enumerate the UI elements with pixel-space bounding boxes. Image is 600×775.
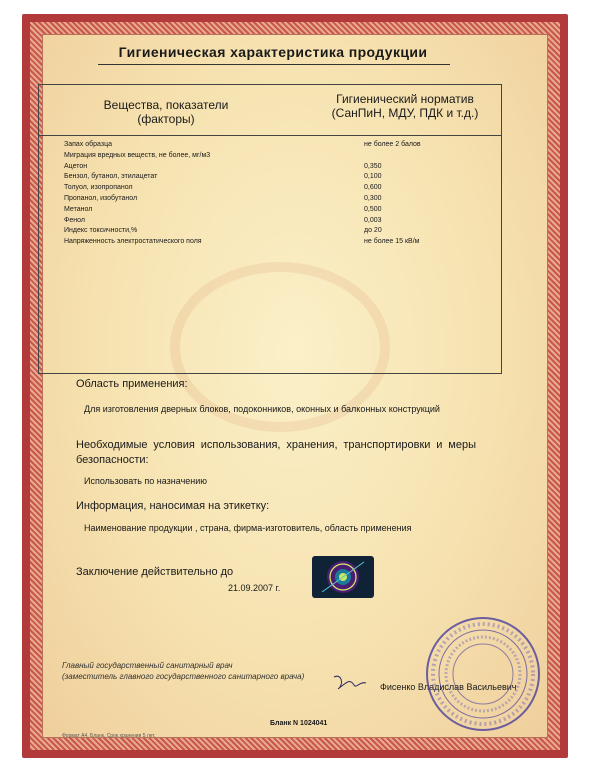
table-row <box>64 183 484 194</box>
table-row <box>64 237 484 248</box>
table-row <box>64 140 484 151</box>
row-name: Ацетон <box>64 162 88 170</box>
row-name: Индекс токсичности,% <box>64 227 138 235</box>
row-name: Метанол <box>64 205 93 213</box>
row-value: 0,100 <box>364 173 382 181</box>
table-row <box>64 226 484 237</box>
signatory-title-line-1: Главный государственный санитарный врач <box>62 661 233 670</box>
row-name: Пропанол, изобутанол <box>64 194 138 202</box>
signatory-title-line-2: (заместитель главного государственного санитарного врача) <box>62 672 305 681</box>
row-value: 0,003 <box>364 216 382 224</box>
row-name: Запах образца <box>64 141 112 148</box>
hologram-sticker <box>312 556 374 598</box>
row-value: 0,500 <box>364 205 382 213</box>
table-rows <box>64 140 484 248</box>
row-name: Напряженность электростатического поля <box>64 238 202 246</box>
title-underline <box>98 64 450 65</box>
row-name: Фенол <box>64 216 85 224</box>
row-value: не более 2 балов <box>364 141 421 148</box>
validity-label: Заключение действительно до <box>76 566 234 578</box>
table-row <box>64 205 484 216</box>
row-value: 0,350 <box>364 162 382 170</box>
table-row <box>64 151 484 162</box>
handwritten-signature <box>330 671 370 695</box>
label-info-label: Информация, наносимая на этикетку: <box>76 500 270 512</box>
row-value: 0,600 <box>364 184 382 192</box>
row-name: Бензол, бутанол, этилацетат <box>64 173 158 181</box>
label-info-text: Наименование продукции , страна, фирма-изготовитель, область применения <box>84 523 412 533</box>
conditions-label: Необходимые условия использования, хранения, транспортировки и меры безопасности: <box>76 439 476 466</box>
row-name: Толуол, изопропанол <box>64 184 133 192</box>
row-name: Миграция вредных веществ, не более, мг/м3 <box>64 151 211 159</box>
round-seal-stamp <box>424 615 542 733</box>
table-row <box>64 162 484 173</box>
table-header-substances: Вещества, показатели (факторы) <box>103 98 229 126</box>
table-row <box>64 216 484 227</box>
row-value: 0,300 <box>364 194 382 202</box>
signatory-title <box>62 660 304 682</box>
blank-number: Бланк N 1024041 <box>270 720 328 727</box>
table-header-separator <box>39 135 501 136</box>
application-label: Область применения: <box>76 378 188 390</box>
row-value: не более 15 кВ/м <box>364 238 420 246</box>
document-title: Гигиеническая характеристика продукции <box>118 44 428 60</box>
table-header-standard: Гигиенический норматив (СанПиН, МДУ, ПДК и т.д.) <box>331 92 479 120</box>
conditions-text: Использовать по назначению <box>84 476 208 486</box>
footer-note: Формат А4. Бланк. Срок хранения 5 лет. <box>62 733 156 739</box>
signatory-name: Фисенко Владислав Васильевич <box>380 682 517 692</box>
application-text: Для изготовления дверных блоков, подоконников, оконных и балконных конструкций <box>84 404 440 414</box>
table-row <box>64 172 484 183</box>
row-value: до 20 <box>364 227 382 235</box>
table-row <box>64 194 484 205</box>
validity-date: 21.09.2007 г. <box>228 583 281 593</box>
